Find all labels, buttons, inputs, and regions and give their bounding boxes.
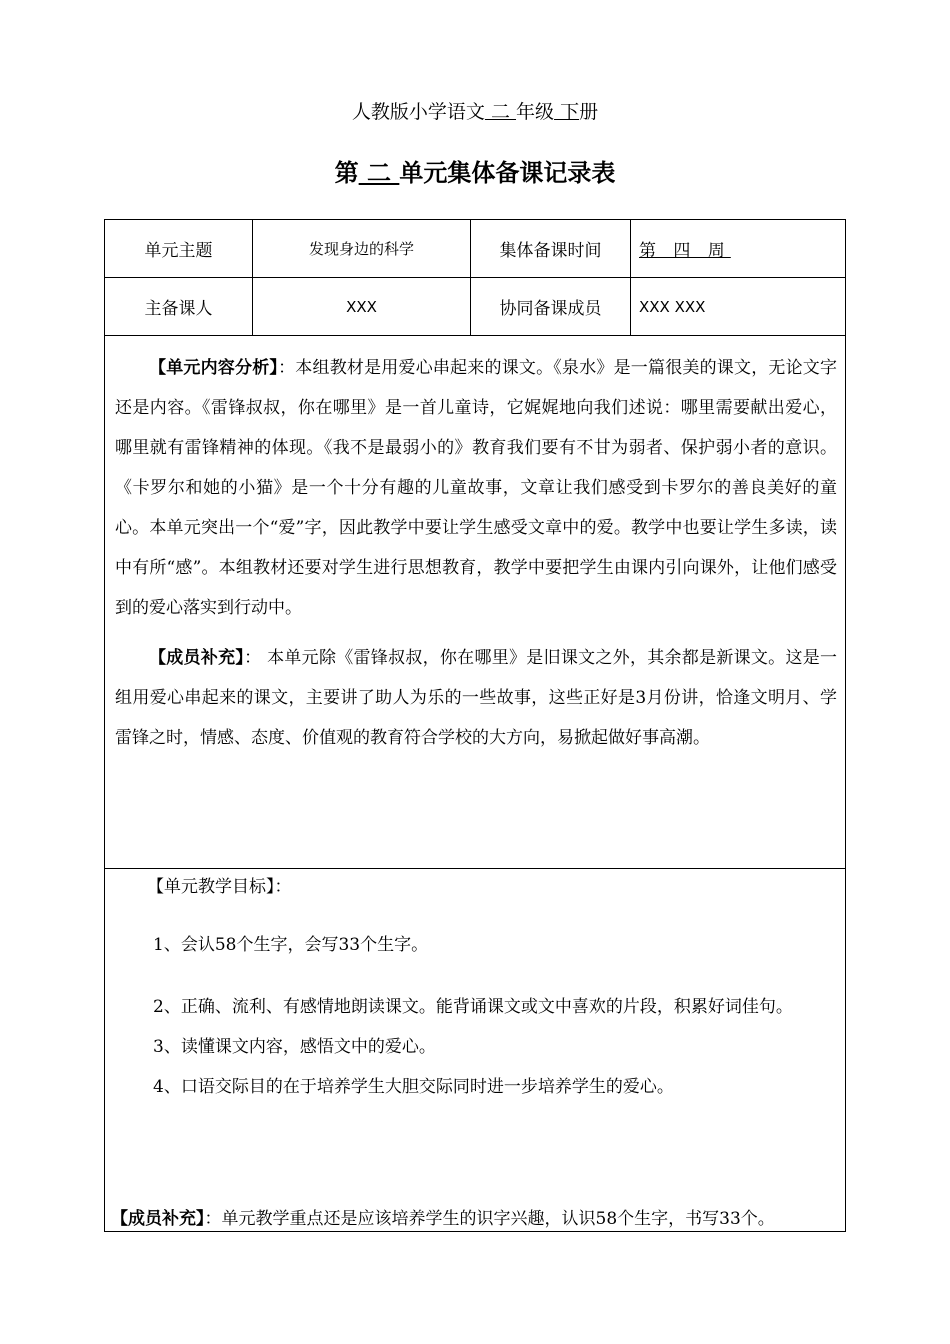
goal-item-3: 3、读懂课文内容，感悟文中的爱心。 <box>153 1037 436 1057</box>
goals-heading: 【单元教学目标】： <box>147 877 292 897</box>
goals-list <box>105 925 845 1107</box>
analysis-supplement-text: ： 本单元除《雷锋叔叔，你在哪里》是旧课文之外，其余都是新课文。这是一组用爱心串起来的课文，主要讲了助人为乐的一些故事，这些正好是3月份讲，恰逢文明月、学雷锋之时，情感、态度、价值观的教育符合学校的大方向，易掀起做好事高潮。 <box>115 648 838 748</box>
lesson-plan-table <box>104 219 846 1232</box>
analysis-heading: 【单元内容分析】 <box>149 358 279 378</box>
analysis-supplement-paragraph <box>105 638 845 758</box>
grade-value: 二 <box>484 101 517 123</box>
title-suffix: 单元集体备课记录表 <box>399 158 616 187</box>
table-row <box>105 336 846 869</box>
time-label: 集体备课时间 <box>471 220 631 278</box>
grade-suffix: 年级 <box>516 101 555 123</box>
title-prefix: 第 <box>334 158 359 187</box>
goals-supplement <box>111 1199 839 1239</box>
table-row <box>105 869 846 1232</box>
document-subtitle <box>0 98 950 126</box>
theme-label: 单元主题 <box>105 220 253 278</box>
volume-suffix: 册 <box>579 101 599 123</box>
document-title <box>0 156 950 190</box>
table-row <box>105 220 846 278</box>
time-value: 第 四 周 <box>631 220 846 278</box>
analysis-supplement-heading: 【成员补充】 <box>149 648 245 668</box>
goals-supplement-heading: 【成员补充】 <box>111 1209 205 1229</box>
theme-value: 发现身边的科学 <box>253 220 471 278</box>
analysis-paragraph <box>105 348 845 628</box>
members-value: XXX XXX <box>631 278 846 336</box>
goal-item-1: 1、会认58个生字，会写33个生字。 <box>153 935 429 955</box>
volume-value: 下 <box>554 101 580 123</box>
members-label: 协同备课成员 <box>471 278 631 336</box>
lead-teacher-value: XXX <box>253 278 471 336</box>
content-analysis-cell <box>105 336 846 869</box>
goal-item-2: 2、正确、流利、有感情地朗读课文。能背诵课文或文中喜欢的片段，积累好词佳句。 <box>153 997 793 1017</box>
table-row <box>105 278 846 336</box>
teaching-goals-cell <box>105 869 846 1232</box>
goal-item-4: 4、口语交际目的在于培养学生大胆交际同时进一步培养学生的爱心。 <box>153 1077 674 1097</box>
analysis-text: ：本组教材是用爱心串起来的课文。《泉水》是一篇很美的课文，无论文字还是内容。《雷锋叔叔，你在哪里》是一首儿童诗，它娓娓地向我们述说：哪里需要献出爱心，哪里就有雷锋精神的体现。《我不是最弱小的》教育我们要有不甘为弱者、保护弱小者的意识。《卡罗尔和她的小猫》是一个十分有趣的儿童故事，文章让我们感受到卡罗尔的善良美好的童心。本单元突出一个“爱”字，因此教学中要让学生感受文章中的爱。教学中也要让学生多读，读中有所“感”。本组教材还要对学生进行思想教育，教学中要把学生由课内引向课外，让他们感受到的爱心落实到行动中。 <box>115 358 838 618</box>
unit-number: 二 <box>358 158 400 187</box>
goals-supplement-text: ：单元教学重点还是应该培养学生的识字兴趣，认识58个生字，书写33个。 <box>204 1209 775 1229</box>
lead-teacher-label: 主备课人 <box>105 278 253 336</box>
subtitle-prefix: 人教版小学语文 <box>351 101 485 123</box>
